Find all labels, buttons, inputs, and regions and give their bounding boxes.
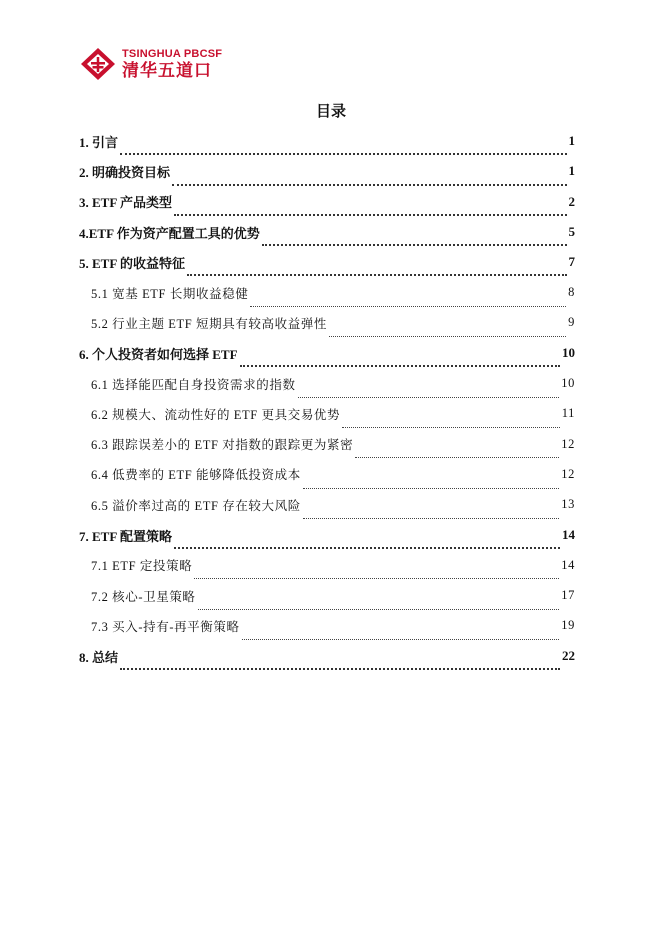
toc-entry-label: 6.3 跟踪误差小的 ETF 对指数的跟踪更为紧密 bbox=[91, 438, 354, 453]
toc-dot-leader bbox=[198, 595, 560, 610]
toc-dot-leader bbox=[174, 533, 560, 549]
toc-entry[interactable] bbox=[79, 580, 575, 610]
toc-entry-page-number: 7 bbox=[568, 254, 575, 270]
toc-title: 目录 bbox=[315, 102, 346, 120]
toc-entry-page-number: 17 bbox=[561, 588, 575, 603]
toc-dot-leader bbox=[187, 260, 566, 276]
toc-entry-page-number: 11 bbox=[561, 406, 575, 421]
toc-entry-label: 6.4 低费率的 ETF 能够降低投资成本 bbox=[91, 468, 301, 483]
toc-entry[interactable] bbox=[79, 550, 575, 580]
toc-dot-leader bbox=[329, 322, 566, 337]
toc-entry-label: 5. ETF 的收益特征 bbox=[79, 255, 186, 271]
toc-entry[interactable] bbox=[79, 156, 575, 186]
toc-dot-leader bbox=[242, 625, 560, 640]
toc-entry-label: 4.ETF 作为资产配置工具的优势 bbox=[79, 225, 260, 241]
toc-entry-label: 7.3 买入-持有-再平衡策略 bbox=[91, 619, 240, 634]
toc-entry-page-number: 10 bbox=[561, 376, 575, 391]
toc-dot-leader bbox=[262, 230, 567, 246]
toc-entry-label: 1. 引言 bbox=[79, 134, 119, 150]
toc-entry[interactable] bbox=[79, 520, 575, 550]
toc-entry-label: 5.1 宽基 ETF 长期收益稳健 bbox=[91, 286, 249, 301]
toc-entry[interactable] bbox=[79, 217, 575, 247]
toc-dot-leader bbox=[303, 504, 559, 519]
toc-dot-leader bbox=[298, 383, 560, 398]
logo-name-zh: 清华五道口 bbox=[122, 60, 212, 81]
toc-entry-page-number: 13 bbox=[561, 497, 575, 512]
toc-entry-label: 5.2 行业主题 ETF 短期具有较高收益弹性 bbox=[91, 316, 328, 331]
toc-dot-leader bbox=[240, 351, 560, 367]
toc-dot-leader bbox=[174, 200, 566, 216]
logo-name-en: TSINGHUA PBCSF bbox=[122, 47, 223, 60]
toc-entry-page-number: 19 bbox=[561, 618, 575, 633]
toc-dot-leader bbox=[194, 564, 559, 579]
toc-entry[interactable] bbox=[79, 308, 575, 338]
toc-entry[interactable] bbox=[79, 126, 575, 156]
toc-entry-page-number: 14 bbox=[562, 527, 575, 542]
toc-entry-page-number: 5 bbox=[568, 224, 575, 240]
toc-entry-label: 3. ETF 产品类型 bbox=[79, 195, 173, 211]
toc-entry[interactable] bbox=[79, 611, 575, 641]
toc-entry[interactable] bbox=[79, 399, 575, 429]
toc-entry[interactable] bbox=[79, 641, 575, 671]
toc-entry-page-number: 14 bbox=[561, 557, 575, 572]
toc-entry[interactable] bbox=[79, 277, 575, 307]
logo bbox=[80, 44, 222, 84]
toc-dot-leader bbox=[355, 443, 559, 458]
toc-entry-label: 7. ETF 配置策略 bbox=[79, 528, 173, 544]
toc-entry[interactable] bbox=[79, 338, 575, 368]
toc-dot-leader bbox=[120, 654, 560, 670]
toc-entry[interactable] bbox=[79, 187, 575, 217]
toc-dot-leader bbox=[172, 170, 566, 186]
toc-entry-label: 2. 明确投资目标 bbox=[79, 164, 171, 180]
toc-dot-leader bbox=[120, 139, 566, 155]
toc-dot-leader bbox=[250, 292, 566, 307]
toc-entry-page-number: 12 bbox=[561, 436, 575, 451]
toc-entry-label: 7.2 核心-卫星策略 bbox=[91, 589, 196, 604]
toc-entry-label: 6.5 溢价率过高的 ETF 存在较大风险 bbox=[91, 498, 301, 513]
toc-entry[interactable] bbox=[79, 247, 575, 277]
toc-dot-leader bbox=[303, 474, 559, 489]
toc-entry-label: 6.2 规模大、流动性好的 ETF 更具交易优势 bbox=[91, 407, 341, 422]
toc-entry-label: 6.1 选择能匹配自身投资需求的指数 bbox=[91, 377, 296, 392]
table-of-contents bbox=[79, 126, 575, 671]
toc-entry[interactable] bbox=[79, 459, 575, 489]
toc-entry-label: 6. 个人投资者如何选择 ETF bbox=[79, 346, 238, 362]
toc-entry-label: 8. 总结 bbox=[79, 649, 119, 665]
toc-entry-page-number: 8 bbox=[568, 285, 575, 300]
logo-emblem-icon bbox=[80, 47, 116, 81]
toc-entry[interactable] bbox=[79, 490, 575, 520]
toc-entry[interactable] bbox=[79, 429, 575, 459]
toc-dot-leader bbox=[342, 413, 560, 428]
toc-entry-page-number: 9 bbox=[568, 315, 575, 330]
toc-entry-page-number: 1 bbox=[568, 163, 575, 179]
toc-entry-label: 7.1 ETF 定投策略 bbox=[91, 559, 193, 574]
toc-entry-page-number: 2 bbox=[568, 193, 575, 209]
toc-entry-page-number: 1 bbox=[568, 133, 575, 149]
toc-entry[interactable] bbox=[79, 368, 575, 398]
toc-entry-page-number: 10 bbox=[562, 345, 575, 361]
toc-entry-page-number: 22 bbox=[562, 648, 575, 664]
toc-entry-page-number: 12 bbox=[561, 466, 575, 481]
